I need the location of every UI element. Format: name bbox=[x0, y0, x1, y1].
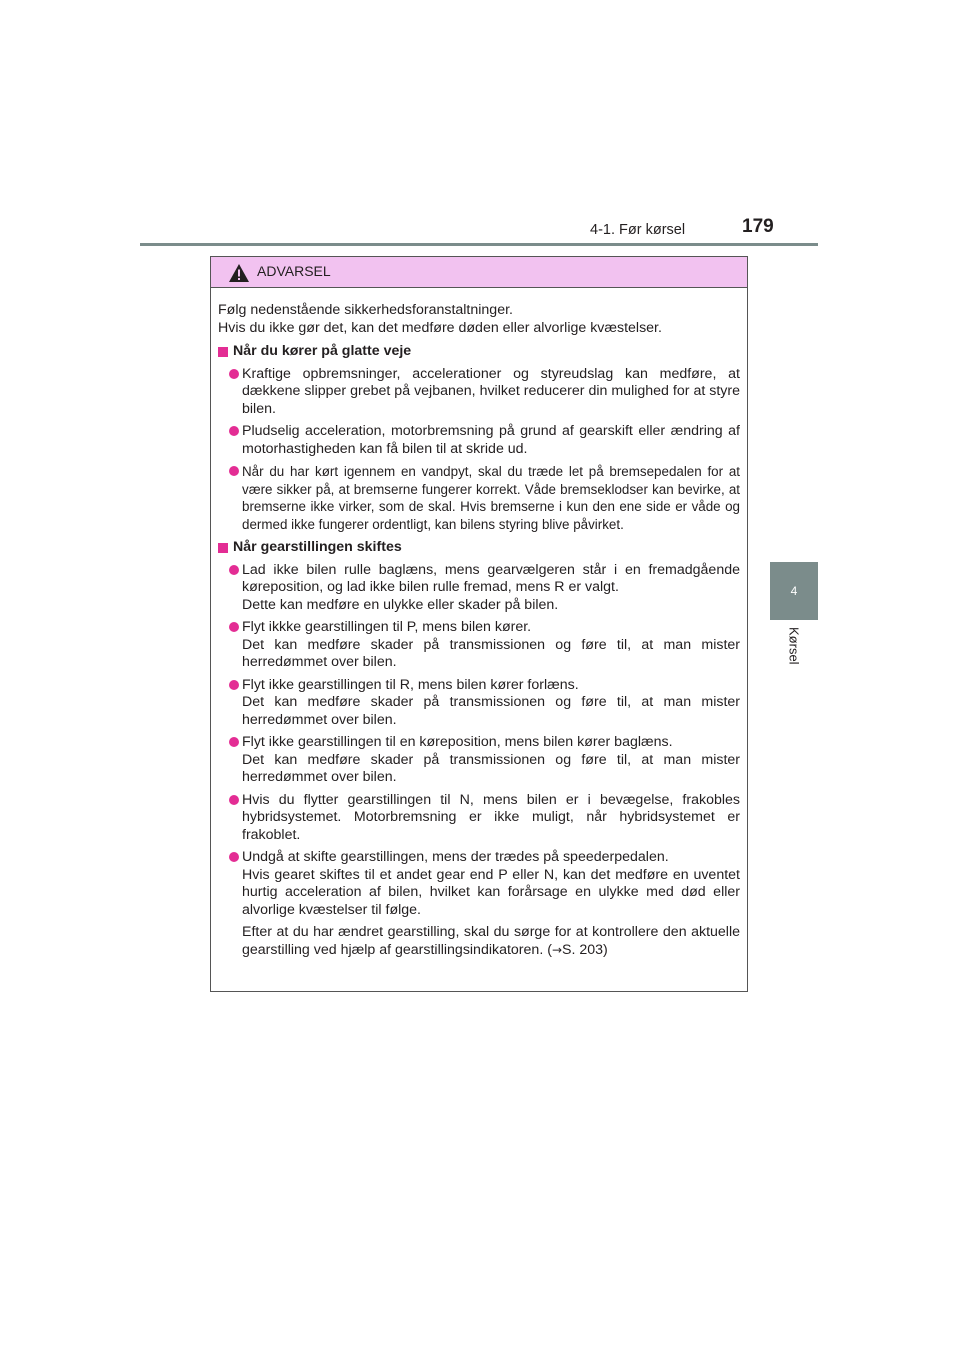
section-heading-gear-change: Når gearstillingen skiftes bbox=[218, 539, 740, 557]
list-item: Flyt ikke gearstillingen til R, mens bilen kører forlæns. Det kan medføre skader på transmissionen og føre til, at man mister herredømmet over bilen. bbox=[218, 677, 740, 730]
chapter-tab[interactable] bbox=[770, 562, 818, 620]
round-bullet-icon bbox=[229, 795, 239, 805]
list-item: Undgå at skifte gearstillingen, mens der trædes på speederpedalen. Hvis gearet skiftes til et andet gear end P eller N, kan det medføre en uventet hurtig acceleration af bilen, hvilket kan forårsage en ulykke med død eller alvorlige kvæstelser til følge. Efter at du har ændret gearstilling, skal du sørge for at kontrollere den aktuelle gearstilling ved hjælp af gearstillingsindikatoren. (→S. 203) bbox=[218, 849, 740, 959]
round-bullet-icon bbox=[229, 737, 239, 747]
round-bullet-icon bbox=[229, 565, 239, 575]
warning-title: ADVARSEL bbox=[257, 263, 331, 279]
warning-intro bbox=[218, 302, 740, 337]
page-reference-link[interactable]: S. 203 bbox=[562, 941, 604, 958]
arrow-right-icon: → bbox=[551, 942, 562, 957]
list-item: Hvis du flytter gearstillingen til N, mens bilen er i bevægelse, frakobles hybridsystemet. Motorbremsning er ikke muligt, når hybridsystemet er frakoblet. bbox=[218, 792, 740, 845]
gear-check-note: Efter at du har ændret gearstilling, skal du sørge for at kontrollere den aktuelle gearstilling ved hjælp af gearstillingsindikatoren. (→S. 203) bbox=[242, 924, 740, 958]
intro-line: Hvis du ikke gør det, kan det medføre døden eller alvorlige kvæstelser. bbox=[218, 319, 662, 336]
round-bullet-icon bbox=[229, 369, 239, 379]
intro-line: Følg nedenstående sikkerhedsforanstaltninger. bbox=[218, 302, 513, 318]
round-bullet-icon bbox=[229, 852, 239, 862]
list-item: Flyt ikke gearstillingen til en køreposition, mens bilen kører baglæns. Det kan medføre skader på transmissionen og føre til, at man mister herredømmet over bilen. bbox=[218, 734, 740, 787]
warning-triangle-icon bbox=[228, 263, 250, 283]
round-bullet-icon bbox=[229, 466, 239, 476]
list-item: Pludselig acceleration, motorbremsning på grund af gearskift eller ændring af motorhastigheden kan få bilen til at skride ud. bbox=[218, 423, 740, 458]
warning-box bbox=[210, 256, 748, 992]
page-number: 179 bbox=[742, 216, 774, 237]
round-bullet-icon bbox=[229, 426, 239, 436]
list-item: Når du har kørt igennem en vandpyt, skal du træde let på bremsepedalen for at være sikker på, at bremserne fungerer korrekt. Våde bremseklodser kan bevirke, at bremserne ikke virker, som de skal. Hvis bremserne i kun den ene side er våde og dermed ikke fungerer ordentligt, kan bilens styring blive påvirket. bbox=[218, 463, 740, 533]
list-item: Lad ikke bilen rulle baglæns, mens gearvælgeren står i en fremadgående køreposition, og lad ikke bilen rulle fremad, mens R er valgt. Dette kan medføre en ulykke eller skader på bilen. bbox=[218, 562, 740, 615]
list-item: Kraftige opbremsninger, accelerationer og styreudslag kan medføre, at dækkene slipper grebet på vejbanen, hvilket reducerer din mulighed for at styre bilen. bbox=[218, 366, 740, 419]
header-divider bbox=[140, 243, 818, 246]
round-bullet-icon bbox=[229, 622, 239, 632]
round-bullet-icon bbox=[229, 680, 239, 690]
chapter-label: Kørsel bbox=[786, 627, 802, 665]
warning-body bbox=[211, 288, 747, 959]
list-item: Flyt ikkke gearstillingen til P, mens bilen kører. Det kan medføre skader på transmissionen og føre til, at man mister herredømmet over bilen. bbox=[218, 619, 740, 672]
square-bullet-icon bbox=[218, 543, 228, 553]
square-bullet-icon bbox=[218, 347, 228, 357]
chapter-number: 4 bbox=[790, 584, 798, 598]
section-title: 4-1. Før kørsel bbox=[590, 222, 686, 238]
warning-header bbox=[211, 257, 747, 288]
section-heading-slippery-roads: Når du kører på glatte veje bbox=[218, 343, 740, 361]
